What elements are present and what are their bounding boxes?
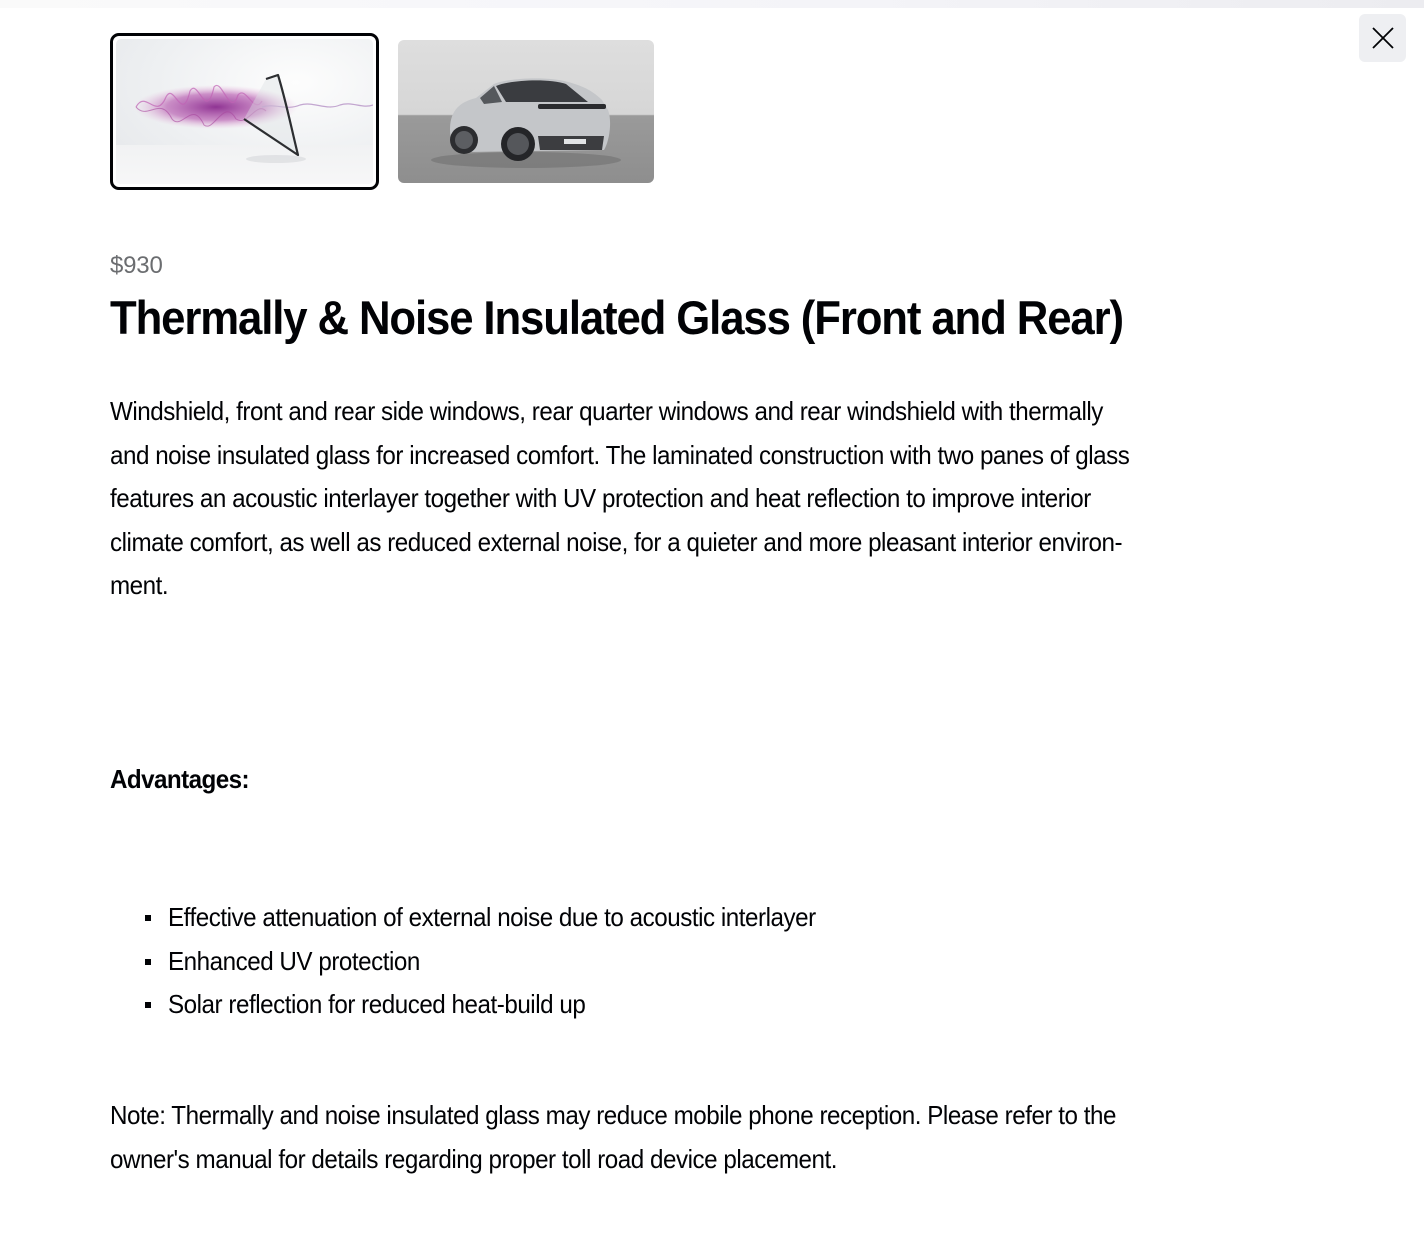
thumbnail-car-rear[interactable] xyxy=(398,40,654,183)
description-line: and noise insulated glass for increased comfort. The laminated construction with two panes of glass xyxy=(110,439,1130,470)
advantages-list xyxy=(110,896,864,1027)
top-strip xyxy=(0,0,1424,8)
car-image xyxy=(398,40,654,183)
square-bullet-icon xyxy=(145,915,151,921)
description-line: Windshield, front and rear side windows, rear quarter windows and rear windshield with thermally xyxy=(110,396,1103,426)
image-gallery xyxy=(110,33,654,190)
description-line: ment. xyxy=(110,570,169,600)
thumbnail-glass-soundwave[interactable] xyxy=(110,33,379,190)
product-title: Thermally & Noise Insulated Glass (Front and Rear) xyxy=(110,291,1123,344)
soundwave-illustration xyxy=(116,39,373,184)
advantage-item: Solar reflection for reduced heat-build up xyxy=(110,983,864,1027)
description-line: climate comfort, as well as reduced external noise, for a quieter and more pleasant interior environ- xyxy=(110,526,1123,557)
advantages-heading: Advantages: xyxy=(110,764,249,794)
advantage-item: Enhanced UV protection xyxy=(110,940,864,984)
product-note xyxy=(110,1094,1330,1181)
note-line: Note: Thermally and noise insulated glass may reduce mobile phone reception. Please refer to the xyxy=(110,1100,1116,1130)
square-bullet-icon xyxy=(145,1002,151,1008)
description-line: features an acoustic interlayer together with UV protection and heat reflection to improve interior xyxy=(110,483,1091,513)
advantage-item: Effective attenuation of external noise due to acoustic interlayer xyxy=(110,896,864,940)
product-price: $930 xyxy=(110,252,163,279)
product-description xyxy=(110,390,1310,608)
close-icon xyxy=(1371,26,1395,50)
note-line: owner's manual for details regarding proper toll road device placement. xyxy=(110,1143,837,1174)
glass-soundwave-image xyxy=(116,39,373,184)
square-bullet-icon xyxy=(145,959,151,965)
close-button[interactable] xyxy=(1359,14,1406,62)
